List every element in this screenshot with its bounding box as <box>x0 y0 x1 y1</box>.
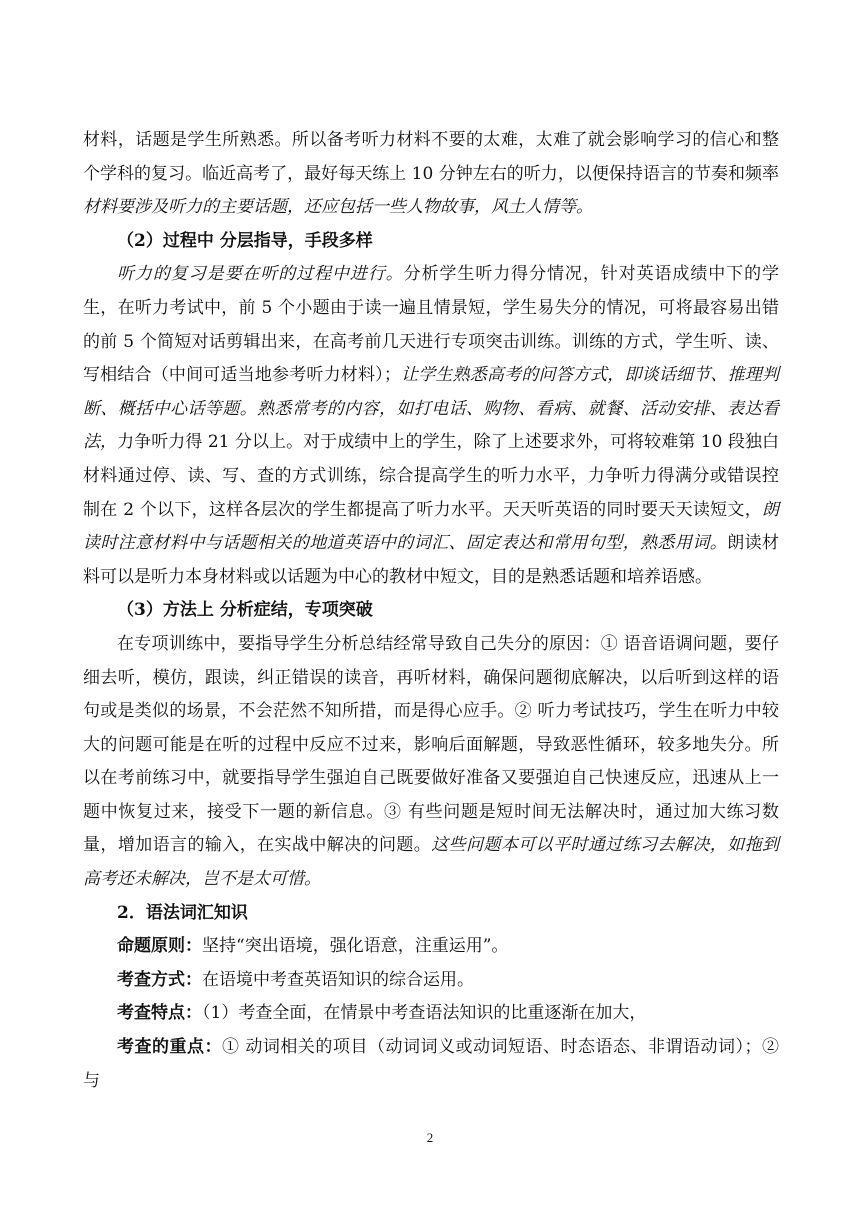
paragraph-heading-grammar <box>83 897 779 931</box>
text-segment: ① 动词相关的项目（动词词义或动词短语、时态语态、非谓语动词）；② 与 <box>83 1037 779 1091</box>
text-segment: 力争听力得 21 分以上。对于成绩中上的学生，除了上述要求外，可将较难第 10 段独白材料通过停、读、写、查的方式训练，综合提高学生的听力水平，力争听力得满分或错误控制在 2 个以下，这样各层次的学生都提高了听力水平。天天听英语的同时要天天读短文， <box>83 432 779 520</box>
paragraph-method-body <box>83 628 779 897</box>
text-segment: 考查的重点： <box>117 1037 223 1058</box>
text-segment: 材料，话题是学生所熟悉。所以备考听力材料不要的太难，太难了就会影响学习的信心和整个学科的复习。临近高考了，最好每天练上 10 分钟左右的听力，以便保持语言的节奏和频率 <box>83 130 779 184</box>
text-segment: 在专项训练中，要指导学生分析总结经常导致自己失分的原因：① 语音语调问题，要仔细去听，模仿，跟读，纠正错误的读音，再听材料，确保问题彻底解决，以后听到这样的语句或是类似的场景，不会茫然不知所措，而是得心应手。② 听力考试技巧，学生在听力中较大的问题可能是在听的过程中反应不过来，影响后面解题，导致恶性循环，较多地失分。所以在考前练习中，就要指导学生强迫自己既要做好准备又要强迫自己快速反应，迅速从上一题中恢复过来，接受下一题的新信息。③ 有些问题是短时间无法解决时，通过加大练习数量，增加语言的输入，在实战中解决的问题。 <box>83 633 779 856</box>
text-segment: 让学生熟悉高考的问答方式，即谈话细节、推理判断、概括中心话等题。熟悉常考的内容，如打电话、购物、看病、就餐、活动安排、表达看法， <box>83 365 779 453</box>
paragraph-process-body <box>83 258 779 594</box>
text-segment: 朗读时注意材料中与话题相关的地道英语中的词汇、固定表达和常用句型，熟悉用词。 <box>83 499 779 554</box>
text-segment: 听力的复习是要在听的过程中进行。 <box>117 264 404 285</box>
text-segment: 材料要涉及听力的主要话题，还应包括一些人物故事，风土人情等。 <box>83 197 593 218</box>
text-segment: （1）考查全面，在情景中考查语法知识的比重逐渐在加大， <box>202 1003 647 1024</box>
text-segment: 命题原则： <box>117 936 202 957</box>
paragraph-focus <box>83 1031 779 1098</box>
paragraph-listening-materials <box>83 124 779 225</box>
text-segment: 在语境中考查英语知识的综合运用。 <box>202 969 474 990</box>
page-number: 2 <box>426 1130 434 1145</box>
paragraph-heading-method <box>83 594 779 628</box>
text-segment: 考查方式： <box>117 969 202 990</box>
text-segment: 考查特点： <box>117 1003 202 1024</box>
text-segment: 坚持“突出语境，强化语意，注重运用”。 <box>202 936 509 957</box>
paragraph-heading-process <box>83 225 779 259</box>
paragraph-method <box>83 964 779 998</box>
text-segment: （2）过程中 分层指导，手段多样 <box>117 230 373 251</box>
text-segment: 这些问题本可以平时通过练习去解决，如拖到高考还未解决，岂不是太可惜。 <box>83 835 780 890</box>
text-segment: （3）方法上 分析症结，专项突破 <box>117 600 373 621</box>
text-segment: 2．语法词汇知识 <box>117 902 248 923</box>
text-segment: 朗读材料可以是听力本身材料或以话题为中心的教材中短文，目的是熟悉话题和培养语感。 <box>83 533 780 587</box>
text-segment: 分析学生听力得分情况，针对英语成绩中下的学生，在听力考试中，前 5 个小题由于读一遍且情景短，学生易失分的情况，可将最容易出错的前 5 个简短对话剪辑出来，在高考前几天进行专项突击训练。训练的方式，学生听、读、写相结合（中间可适当地参考听力材料）； <box>83 264 780 386</box>
document-body <box>83 124 779 1098</box>
paragraph-principle <box>83 930 779 964</box>
paragraph-features <box>83 997 779 1031</box>
